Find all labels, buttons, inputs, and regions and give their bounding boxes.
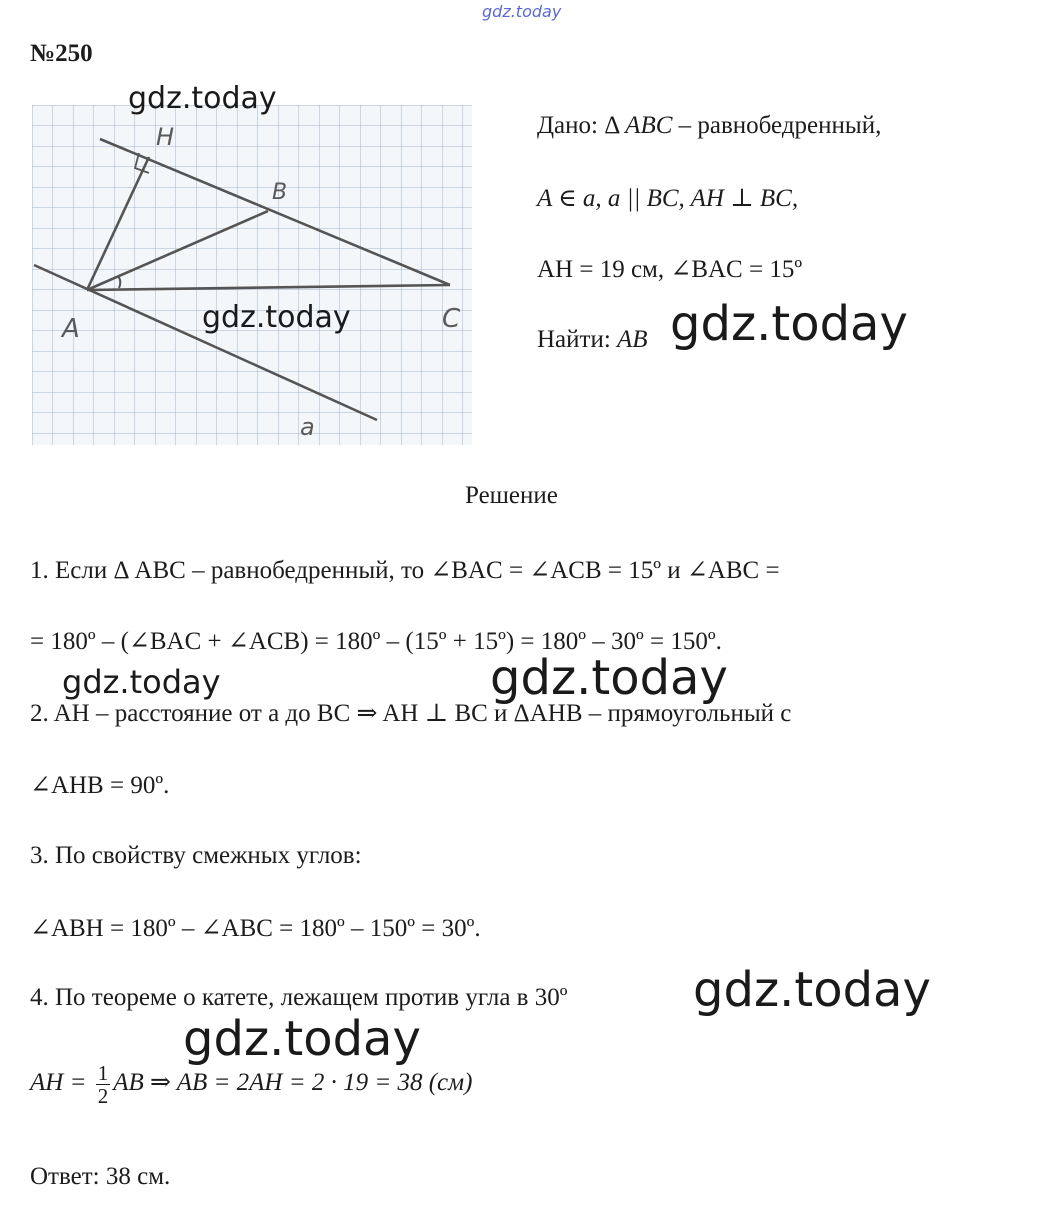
step-1-line-2: = 180º – (∠BAC + ∠ACB) = 180º – (15º + 15º) = 180º – 30º = 150º.	[30, 628, 722, 655]
problem-number: №250	[30, 40, 93, 67]
watermark-figure-top: gdz.today	[128, 81, 277, 116]
label-h: H	[156, 123, 175, 151]
label-a-line: a	[300, 413, 315, 441]
step-3-line-2: ∠ABH = 180º – ∠ABC = 180º – 150º = 30º.	[30, 915, 481, 942]
step-2-line-1: 2. AH – расстояние от a до BC ⇒ AH ⊥ BC и ΔAHB – прямоугольный с	[30, 700, 792, 727]
watermark-given: gdz.today	[670, 296, 908, 352]
given-line-3: AH = 19 см, ∠BAC = 15º	[537, 256, 803, 283]
step-2-line-2: ∠AHB = 90º.	[30, 772, 170, 799]
find-line: Найти: AB	[537, 326, 648, 353]
fraction-one-half: $\frac{1}{2}$	[97, 1061, 109, 1108]
given-line-1: Дано: Δ ABC – равнобедренный,	[537, 112, 882, 139]
watermark-step4-right: gdz.today	[693, 962, 931, 1018]
step-1-line-1: 1. Если Δ ABC – равнобедренный, то ∠BAC = ∠ACB = 15º и ∠ABC =	[30, 557, 780, 584]
watermark-figure-mid: gdz.today	[202, 300, 351, 335]
label-c: C	[442, 304, 461, 334]
given-line-2: A ∈ a, a || BC, AH ⊥ BC,	[537, 185, 799, 212]
step-4-line-1: 4. По теореме о катете, лежащем против угла в 30º	[30, 984, 568, 1011]
grid-lines	[32, 105, 472, 445]
step-3-line-1: 3. По свойству смежных углов:	[30, 842, 362, 869]
watermark-step-left: gdz.today	[62, 663, 221, 701]
solution-title: Решение	[465, 482, 558, 509]
label-a-point: A	[62, 314, 80, 344]
watermark-step4-left: gdz.today	[183, 1011, 421, 1067]
watermark-step-center: gdz.today	[490, 650, 728, 706]
answer: Ответ: 38 см.	[30, 1163, 171, 1190]
label-b: B	[272, 180, 288, 205]
geometry-figure	[32, 105, 472, 445]
watermark-top: gdz.today	[482, 2, 562, 21]
step-4-formula: AH = $\frac{1}{2}$ AB ⇒ AB = 2AH = 2 · 19 = 38 (см)	[30, 1061, 473, 1108]
